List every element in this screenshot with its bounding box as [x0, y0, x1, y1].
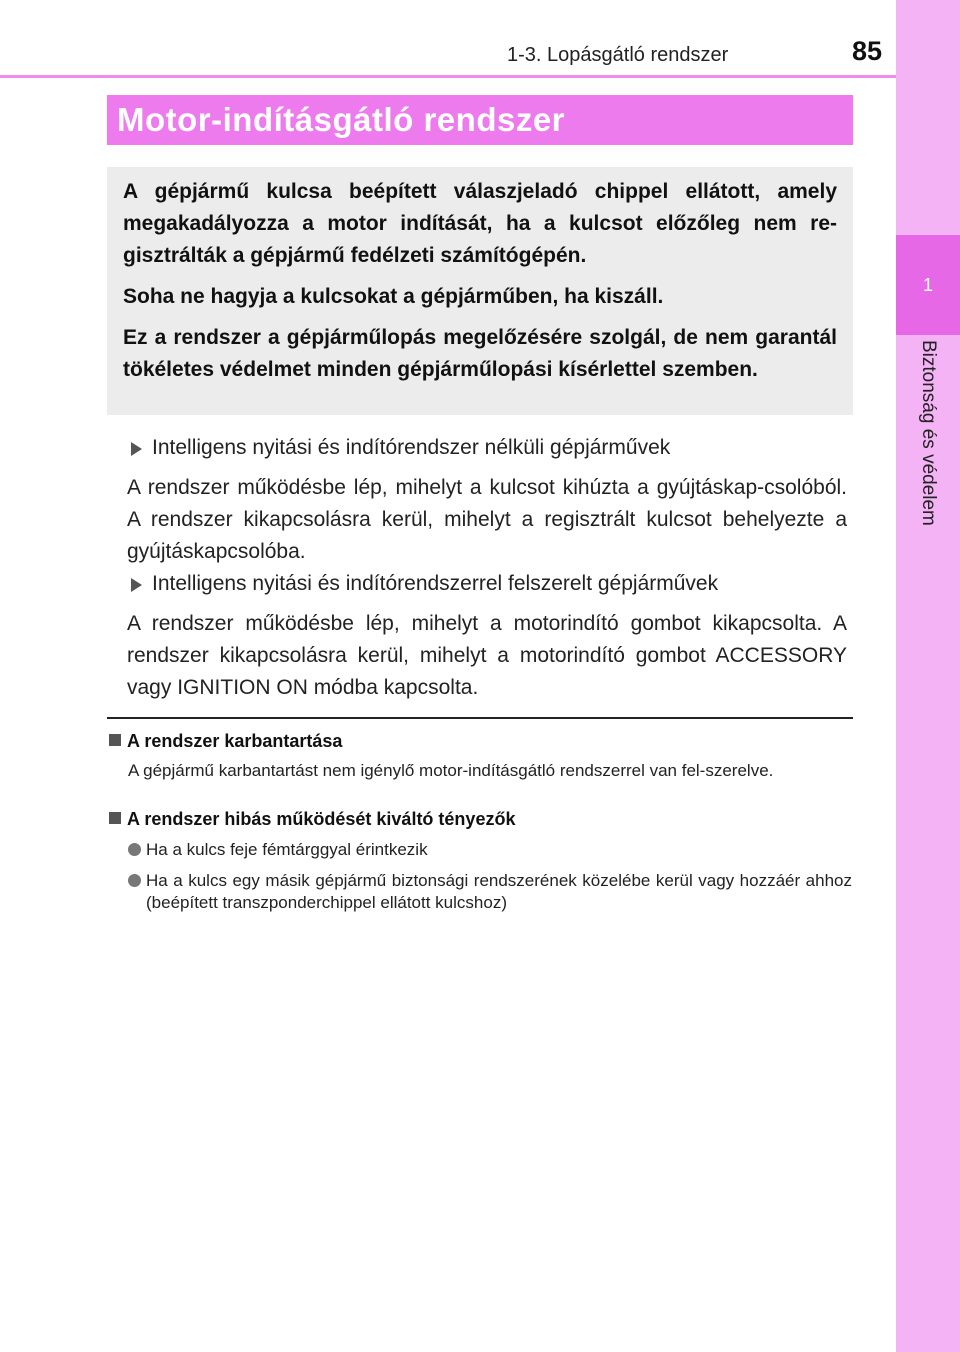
- note-bullet-text: Ha a kulcs feje fémtárggyal érintkezik: [146, 840, 428, 859]
- section-heading: [127, 433, 847, 463]
- chapter-title-wrap: [906, 340, 950, 580]
- intro-paragraph: A gépjármű kulcsa beépített válaszjeladó chippel ellátott, amely megakadályozza a motor indítását, ha a kulcsot előzőleg nem re-gisztrálták a gépjármű fedélzeti számítógépén.: [123, 180, 837, 267]
- chapter-number: 1: [922, 275, 933, 295]
- intro-paragraph: Ez a rendszer a gépjárműlopás megelőzésére szolgál, de nem garantál tökéletes védelmet minden gépjárműlopási kísérlettel szemben.: [123, 326, 837, 381]
- triangle-bullet-icon: [131, 442, 142, 456]
- section-no-smart-key: [127, 433, 847, 568]
- note-bullet-text: Ha a kulcs egy másik gépjármű biztonsági rendszerének közelébe kerül vagy hozzáér ahhoz (beépített transzponderchippel ellátott kulcshoz): [146, 871, 852, 912]
- chapter-title: Biztonság és védelem: [918, 340, 939, 526]
- note-text-maintenance: A gépjármű karbantartást nem igénylő motor-indításgátló rendszerrel van fel-szerelve.: [128, 761, 774, 780]
- page-title: Motor-indításgátló rendszer: [117, 101, 566, 138]
- section-text: A rendszer működésbe lép, mihelyt a motorindító gombot kikapcsolta. A rendszer kikapcsolásra kerül, mihelyt a motorindító gombot ACCESSORY vagy IGNITION ON módba kapcsolta.: [127, 612, 847, 699]
- intro-box: [107, 167, 853, 415]
- note-bullet: [128, 839, 852, 861]
- side-tab-band: [896, 0, 960, 1352]
- section-heading: [127, 569, 847, 599]
- square-bullet-icon: [109, 734, 121, 746]
- note-heading-text: A rendszer hibás működését kiváltó tényezők: [127, 809, 516, 829]
- triangle-bullet-icon: [131, 578, 142, 592]
- note-heading-text: A rendszer karbantartása: [127, 731, 343, 751]
- page-number: 85: [852, 36, 883, 66]
- section-heading-text: Intelligens nyitási és indítórendszer nélküli gépjárművek: [152, 436, 671, 459]
- intro-paragraph: Soha ne hagyja a kulcsokat a gépjárműben, ha kiszáll.: [123, 285, 664, 308]
- note-heading-malfunction: [109, 809, 515, 830]
- header-divider: [0, 75, 896, 78]
- section-reference: 1-3. Lopásgátló rendszer: [507, 44, 729, 66]
- note-bullet: [128, 870, 852, 914]
- section-heading-text: Intelligens nyitási és indítórendszerrel felszerelt gépjárművek: [152, 572, 719, 595]
- section-text: A rendszer működésbe lép, mihelyt a kulcsot kihúzta a gyújtáskap-csolóból. A rendszer kikapcsolásra kerül, mihelyt a regisztrált kulcsot behelyezte a gyújtáskapcsolóba.: [127, 476, 847, 563]
- notes-divider: [107, 717, 853, 719]
- round-bullet-icon: [128, 843, 141, 856]
- round-bullet-icon: [128, 874, 141, 887]
- section-smart-key: [127, 569, 847, 704]
- square-bullet-icon: [109, 812, 121, 824]
- page-title-banner: [107, 95, 853, 145]
- note-heading-maintenance: [109, 731, 342, 752]
